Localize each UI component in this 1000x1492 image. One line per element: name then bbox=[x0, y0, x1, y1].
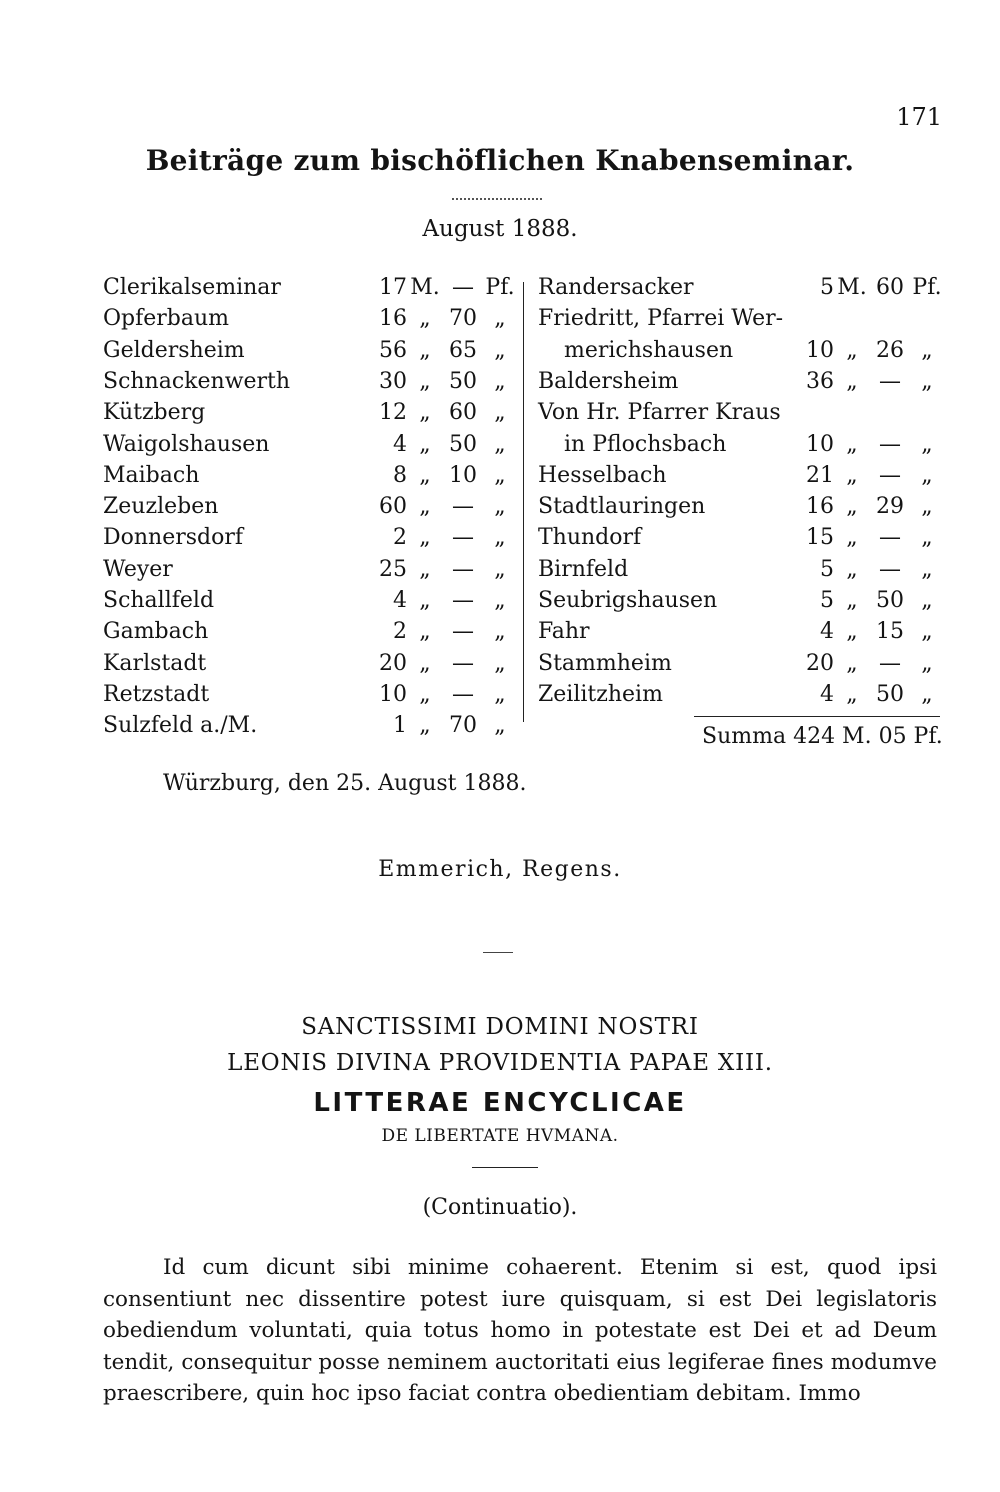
entry-amount bbox=[800, 272, 944, 303]
amount-sep: 50 bbox=[449, 368, 477, 394]
amount-unit2: „ bbox=[494, 650, 506, 676]
amount-sep: — bbox=[879, 431, 901, 457]
amount-unit2: „ bbox=[921, 588, 933, 613]
entry-name: Fahr bbox=[538, 619, 590, 645]
entry-name: Waigolshausen bbox=[103, 431, 270, 457]
amount-m: 10 bbox=[379, 681, 407, 707]
amount-unit2: „ bbox=[494, 525, 506, 551]
entry-amount bbox=[373, 679, 517, 710]
amount-unit: „ bbox=[419, 713, 431, 739]
entry-name: Schallfeld bbox=[103, 588, 215, 613]
amount-unit: „ bbox=[846, 681, 858, 707]
entry-amount bbox=[800, 679, 944, 710]
amount-sep: — bbox=[879, 368, 901, 394]
amount-unit: „ bbox=[419, 681, 431, 707]
entry-name: Randersacker bbox=[538, 275, 694, 300]
amount-sep: 10 bbox=[449, 462, 477, 488]
entry-amount bbox=[373, 303, 517, 334]
amount-m: 2 bbox=[393, 619, 407, 645]
amount-sep: — bbox=[452, 619, 474, 645]
amount-unit: „ bbox=[846, 431, 858, 457]
amount-m: 4 bbox=[820, 619, 834, 645]
column-divider bbox=[523, 282, 524, 722]
amount-unit: „ bbox=[419, 337, 431, 363]
amount-sep: 50 bbox=[449, 431, 477, 457]
amount-sep: — bbox=[879, 525, 901, 551]
entry-amount bbox=[373, 272, 517, 303]
amount-m: 4 bbox=[820, 681, 834, 707]
entry-amount bbox=[373, 335, 517, 366]
amount-sep: — bbox=[452, 494, 474, 520]
amount-m: 4 bbox=[393, 431, 407, 457]
amount-unit: „ bbox=[846, 525, 858, 551]
amount-unit: „ bbox=[846, 650, 858, 676]
entry-name: Von Hr. Pfarrer Kraus bbox=[538, 400, 781, 426]
amount-m: 36 bbox=[806, 368, 834, 394]
entry-name: Stammheim bbox=[538, 650, 672, 676]
amount-unit: „ bbox=[846, 337, 858, 363]
entry-name: in Pflochsbach bbox=[564, 431, 727, 457]
entry-name: Clerikalseminar bbox=[103, 275, 281, 300]
encyclical-heading-title: LITTERAE ENCYCLICAE bbox=[313, 1088, 687, 1118]
amount-m: 15 bbox=[806, 525, 834, 551]
amount-unit: „ bbox=[846, 462, 858, 488]
amount-unit2: „ bbox=[494, 431, 506, 457]
amount-unit2: „ bbox=[494, 556, 506, 582]
amount-sep: 70 bbox=[449, 306, 477, 332]
continuatio-label: (Continuatio). bbox=[422, 1195, 578, 1220]
amount-m: 17 bbox=[379, 275, 407, 300]
amount-sep: — bbox=[452, 588, 474, 613]
amount-unit2: „ bbox=[921, 650, 933, 676]
date-line: Würzburg, den 25. August 1888. bbox=[163, 771, 527, 796]
entry-name: Karlstadt bbox=[103, 650, 207, 676]
entry-amount bbox=[800, 335, 944, 366]
amount-sep: 26 bbox=[876, 337, 904, 363]
amount-m: 20 bbox=[379, 650, 407, 676]
amount-sep: — bbox=[879, 556, 901, 582]
amount-m: 2 bbox=[393, 525, 407, 551]
entry-name: Zeilitzheim bbox=[538, 681, 663, 707]
encyclical-heading-line2: LEONIS DIVINA PROVIDENTIA PAPAE XIII. bbox=[227, 1050, 773, 1076]
entry-name: Weyer bbox=[103, 556, 173, 582]
amount-m: 16 bbox=[806, 494, 834, 520]
amount-unit: „ bbox=[419, 400, 431, 426]
body-paragraph: Id cum dicunt sibi minime cohaerent. Etenim si est, quod ipsi consentiunt nec dissentire potest iure quisquam, si est Dei legislatoris obediendum voluntati, quia totus homo in potestate est Dei et ad Deum tendit, consequitur posse neminem auctoritati eius legiferae fines modumve praescribere, quin hoc ipso faciat contra obedientiam debitam. Immo bbox=[103, 1255, 937, 1406]
amount-unit: „ bbox=[419, 619, 431, 645]
entry-name: Hesselbach bbox=[538, 462, 667, 488]
heading-rule bbox=[472, 1167, 538, 1168]
amount-m: 8 bbox=[393, 462, 407, 488]
amount-unit2: „ bbox=[494, 713, 506, 739]
amount-unit2: „ bbox=[921, 525, 933, 551]
amount-unit2: „ bbox=[494, 494, 506, 520]
entry-amount bbox=[373, 648, 517, 679]
amount-unit2: „ bbox=[921, 462, 933, 488]
amount-sep: 50 bbox=[876, 681, 904, 707]
amount-unit: „ bbox=[846, 494, 858, 520]
encyclical-heading-subtitle: DE LIBERTATE HVMANA. bbox=[381, 1126, 619, 1146]
title-ornament bbox=[452, 192, 542, 200]
amount-unit2: „ bbox=[494, 681, 506, 707]
entry-name: Geldersheim bbox=[103, 337, 245, 363]
amount-m: 10 bbox=[806, 431, 834, 457]
entry-name: Opferbaum bbox=[103, 306, 230, 332]
section-separator bbox=[483, 952, 513, 953]
entry-name: Schnackenwerth bbox=[103, 368, 291, 394]
entry-amount bbox=[800, 585, 944, 616]
entry-name: Friedritt, Pfarrei Wer- bbox=[538, 306, 784, 332]
amount-unit: „ bbox=[419, 494, 431, 520]
entry-amount bbox=[373, 616, 517, 647]
amount-unit2: Pf. bbox=[485, 275, 515, 300]
amount-m: 30 bbox=[379, 368, 407, 394]
amount-unit: „ bbox=[419, 525, 431, 551]
amount-unit2: „ bbox=[921, 494, 933, 520]
entry-name: Thundorf bbox=[538, 525, 642, 551]
entry-amount bbox=[373, 491, 517, 522]
signature: Emmerich, Regens. bbox=[378, 857, 622, 882]
amount-m: 60 bbox=[379, 494, 407, 520]
entry-amount bbox=[800, 460, 944, 491]
page-title: Beiträge zum bischöflichen Knabenseminar. bbox=[145, 144, 855, 177]
entry-amount bbox=[373, 554, 517, 585]
amount-unit2: „ bbox=[494, 462, 506, 488]
amount-sep: 60 bbox=[449, 400, 477, 426]
entry-name: Gambach bbox=[103, 619, 209, 645]
amount-sep: — bbox=[452, 556, 474, 582]
amount-sep: — bbox=[452, 525, 474, 551]
entry-amount bbox=[800, 648, 944, 679]
amount-unit: „ bbox=[419, 431, 431, 457]
amount-sep: — bbox=[879, 462, 901, 488]
entry-amount bbox=[373, 460, 517, 491]
entry-name: Birnfeld bbox=[538, 556, 629, 582]
month-heading: August 1888. bbox=[422, 216, 578, 242]
entry-amount bbox=[373, 429, 517, 460]
page-number: 171 bbox=[896, 103, 942, 131]
entry-amount bbox=[373, 397, 517, 428]
entry-name: Zeuzleben bbox=[103, 494, 219, 520]
entry-amount bbox=[800, 616, 944, 647]
amount-unit: „ bbox=[419, 556, 431, 582]
amount-unit2: „ bbox=[921, 337, 933, 363]
entry-name: Donnersdorf bbox=[103, 525, 244, 551]
amount-unit2: Pf. bbox=[912, 275, 942, 300]
encyclical-heading-line1: SANCTISSIMI DOMINI NOSTRI bbox=[301, 1014, 699, 1040]
amount-unit: „ bbox=[419, 650, 431, 676]
amount-unit2: „ bbox=[921, 619, 933, 645]
amount-sep: 70 bbox=[449, 713, 477, 739]
amount-m: 1 bbox=[393, 713, 407, 739]
amount-unit2: „ bbox=[921, 681, 933, 707]
amount-m: 16 bbox=[379, 306, 407, 332]
amount-unit: „ bbox=[846, 556, 858, 582]
amount-m: 5 bbox=[820, 556, 834, 582]
amount-unit2: „ bbox=[494, 619, 506, 645]
amount-m: 56 bbox=[379, 337, 407, 363]
summa-total: Summa 424 M. 05 Pf. bbox=[702, 724, 943, 749]
amount-unit2: „ bbox=[921, 368, 933, 394]
entry-amount bbox=[800, 429, 944, 460]
amount-unit: „ bbox=[419, 368, 431, 394]
amount-m: 12 bbox=[379, 400, 407, 426]
entry-amount bbox=[373, 366, 517, 397]
amount-unit2: „ bbox=[494, 588, 506, 613]
amount-unit: „ bbox=[846, 619, 858, 645]
amount-sep: 50 bbox=[876, 588, 904, 613]
amount-unit: „ bbox=[419, 306, 431, 332]
amount-m: 20 bbox=[806, 650, 834, 676]
sum-rule bbox=[694, 716, 940, 717]
entry-name: Kützberg bbox=[103, 400, 206, 426]
amount-sep: 65 bbox=[449, 337, 477, 363]
amount-m: 5 bbox=[820, 275, 834, 300]
entry-amount bbox=[373, 522, 517, 553]
amount-sep: — bbox=[452, 681, 474, 707]
amount-unit2: „ bbox=[921, 556, 933, 582]
entry-name: Maibach bbox=[103, 462, 200, 488]
amount-unit2: „ bbox=[494, 337, 506, 363]
amount-unit2: „ bbox=[494, 400, 506, 426]
amount-unit: M. bbox=[837, 275, 867, 300]
amount-unit: „ bbox=[419, 588, 431, 613]
entry-amount bbox=[800, 554, 944, 585]
amount-sep: — bbox=[452, 650, 474, 676]
amount-unit: „ bbox=[846, 368, 858, 394]
entry-name: Baldersheim bbox=[538, 368, 679, 394]
entry-amount bbox=[373, 585, 517, 616]
amount-sep: — bbox=[879, 650, 901, 676]
amount-m: 5 bbox=[820, 588, 834, 613]
entry-amount bbox=[800, 491, 944, 522]
amount-m: 10 bbox=[806, 337, 834, 363]
entry-name: merichshausen bbox=[564, 337, 734, 363]
entry-name: Sulzfeld a./M. bbox=[103, 713, 258, 739]
amount-m: 4 bbox=[393, 588, 407, 613]
amount-unit2: „ bbox=[494, 306, 506, 332]
amount-unit: M. bbox=[410, 275, 440, 300]
amount-sep: 15 bbox=[876, 619, 904, 645]
entry-name: Stadtlauringen bbox=[538, 494, 706, 520]
amount-sep: — bbox=[452, 275, 474, 300]
amount-unit: „ bbox=[846, 588, 858, 613]
amount-m: 21 bbox=[806, 462, 834, 488]
entry-amount bbox=[800, 366, 944, 397]
amount-sep: 29 bbox=[876, 494, 904, 520]
entry-amount bbox=[800, 522, 944, 553]
amount-unit: „ bbox=[419, 462, 431, 488]
amount-sep: 60 bbox=[876, 275, 904, 300]
entry-name: Seubrigshausen bbox=[538, 588, 718, 613]
entry-name: Retzstadt bbox=[103, 681, 210, 707]
amount-unit2: „ bbox=[921, 431, 933, 457]
amount-unit2: „ bbox=[494, 368, 506, 394]
amount-m: 25 bbox=[379, 556, 407, 582]
entry-amount bbox=[373, 710, 517, 741]
